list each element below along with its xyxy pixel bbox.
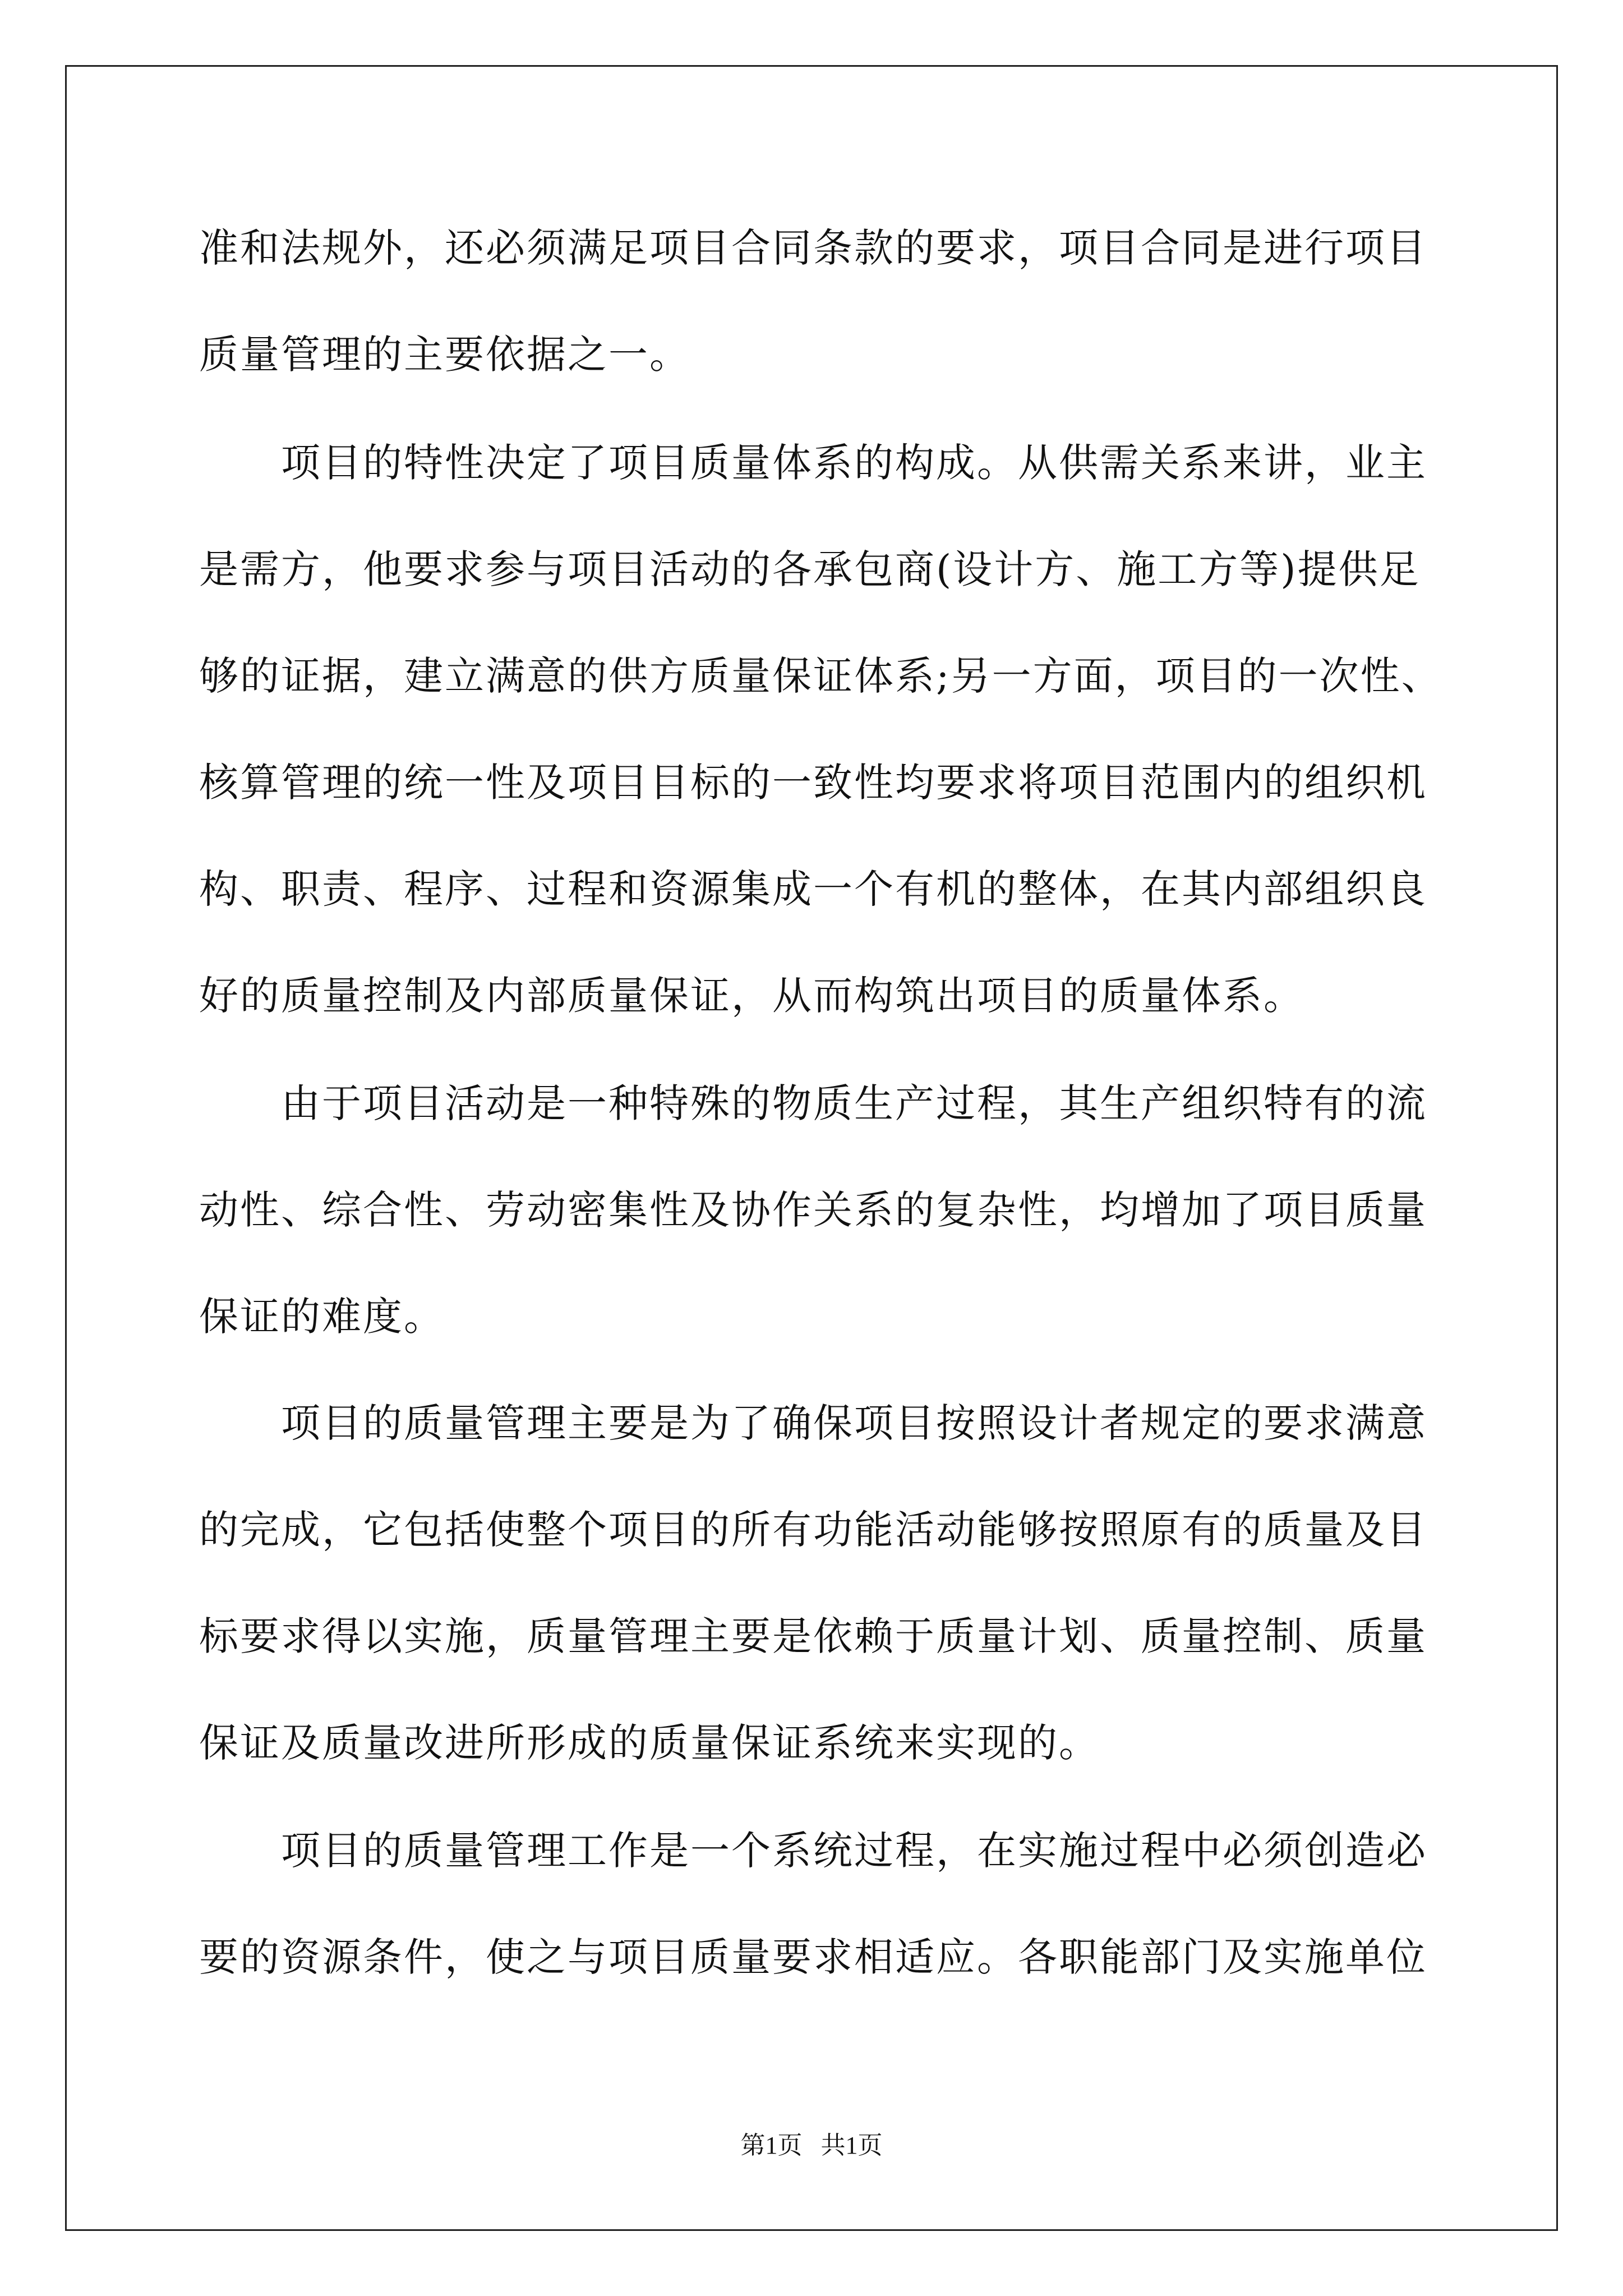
text-line: 项目的质量管理主要是为了确保项目按照设计者规定的要求满意	[199, 1400, 1427, 1446]
text-line: 要的资源条件，使之与项目质量要求相适应。各职能部门及实施单位	[199, 1934, 1427, 1980]
text-line: 由于项目活动是一种特殊的物质生产过程，其生产组织特有的流	[199, 1080, 1427, 1126]
text-line: 标要求得以实施，质量管理主要是依赖于质量计划、质量控制、质量	[199, 1613, 1427, 1659]
text-line: 保证及质量改进所形成的质量保证系统来实现的。	[199, 1720, 1100, 1766]
text-line: 项目的质量管理工作是一个系统过程，在实施过程中必须创造必	[199, 1828, 1427, 1874]
text-line: 保证的难度。	[199, 1294, 445, 1340]
text-line: 动性、综合性、劳动密集性及协作关系的复杂性，均增加了项目质量	[199, 1187, 1427, 1233]
text-line: 核算管理的统一性及项目目标的一致性均要求将项目范围内的组织机	[199, 760, 1427, 806]
text-line: 准和法规外，还必须满足项目合同条款的要求，项目合同是进行项目	[199, 225, 1427, 271]
text-line: 好的质量控制及内部质量保证，从而构筑出项目的质量体系。	[199, 973, 1304, 1019]
text-line: 项目的特性决定了项目质量体系的构成。从供需关系来讲，业主	[199, 440, 1427, 486]
text-line: 的完成，它包括使整个项目的所有功能活动能够按照原有的质量及目	[199, 1507, 1427, 1553]
text-line: 够的证据，建立满意的供方质量保证体系;另一方面，项目的一次性、	[199, 653, 1442, 699]
text-line: 质量管理的主要依据之一。	[199, 332, 690, 378]
text-line: 是需方，他要求参与项目活动的各承包商(设计方、施工方等)提供足	[199, 546, 1421, 592]
page-number-footer: 第1页 共1页	[740, 2132, 883, 2159]
page-border	[65, 65, 1558, 2231]
text-line: 构、职责、程序、过程和资源集成一个有机的整体，在其内部组织良	[199, 866, 1427, 912]
